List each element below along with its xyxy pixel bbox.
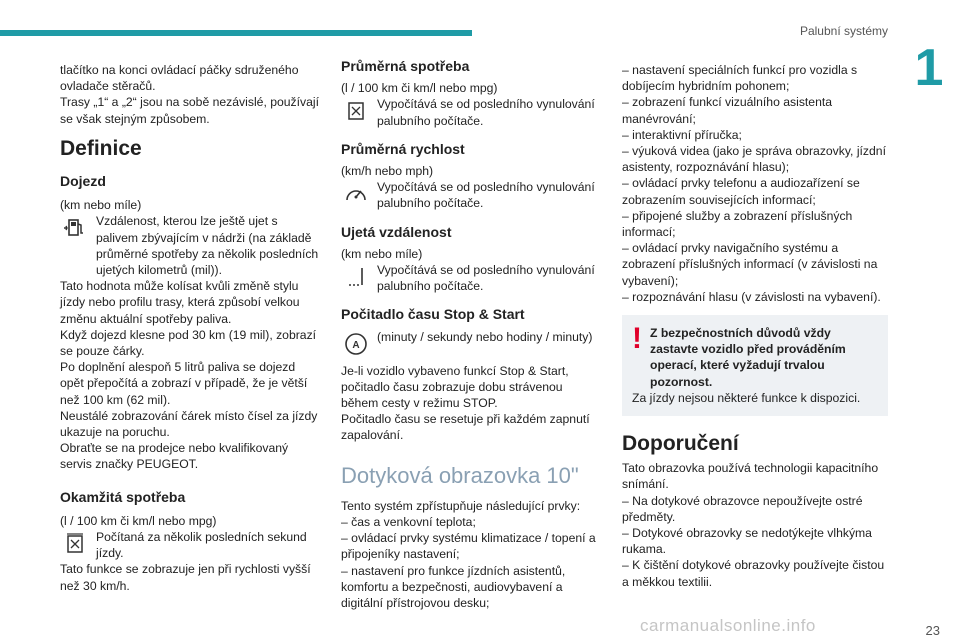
fuel-range-icon [60,213,90,243]
stopstart-p3: Počitadlo času se resetuje při každém zapnutí zapalování. [341,412,590,443]
ujeta-title: Ujetá vzdálenost [341,223,452,240]
okamzita-p2: Tato funkce se zobrazuje jen při rychlosti vyšší než 30 km/h. [60,562,311,593]
stop-start-icon [341,329,371,359]
prumerna-spotreba-title: Průměrná spotřeba [341,58,470,74]
touch-intro: Tento systém zpřístupňuje následující prvky: [341,498,581,513]
touch-item-1: – čas a venkovní teplota; [341,515,476,530]
stopstart-p2: Je-li vozidlo vybaveno funkcí Stop & Start, počitadlo času zobrazuje dobu strávenou během cesty v režimu STOP. [341,363,569,411]
column-2 [341,58,603,611]
ujeta-unit: (km nebo míle) [341,246,423,261]
section-header: Palubní systémy [799,24,888,38]
doporuceni-intro: Tato obrazovka používá technologii kapacitního snímání. [622,461,879,492]
warning-text: Za jízdy nejsou některé funkce k dispozici. [632,390,861,405]
definice-title: Definice [60,136,142,160]
intro-line-2: Trasy „1“ a „2“ jsou na sobě nezávislé, používají se však stejným způsobem. [60,95,319,126]
dojezd-p2: Tato hodnota může kolísat kvůli změně stylu jízdy nebo profilu trasy, která způsobí velkou změnu aktuální spotřeby paliva. [60,279,300,326]
prumerna-rychlost-unit: (km/h nebo mph) [341,164,434,179]
feature-item-6: – připojené služby a zobrazení příslušných informací; [622,208,853,240]
dojezd-title: Dojezd [60,173,106,190]
distance-icon [341,262,371,292]
prumerna-rychlost-text: Vypočítává se od posledního vynulování palubního počítače. [377,180,595,211]
chapter-number: 1 [898,38,960,98]
doporuceni-item-2: – Dotykové obrazovky se nedotýkejte vlhkýma rukama. [622,526,872,557]
dojezd-text: Vzdálenost, kterou lze ještě ujet s palivem zbývajícím v nádrži (na základě průměrné spotřeby za několik posledních ujetých kilometrů (mil)). [96,214,319,278]
column-3 [622,62,888,590]
feature-item-7: – ovládací prvky navigačního systému a zobrazení příslušných informací (v závislosti na vybavení); [622,241,878,288]
feature-item-8: – rozpoznávání hlasu (v závislosti na vybavení). [622,289,881,304]
dojezd-row [60,213,322,278]
touch-title: Dotyková obrazovka 10" [341,462,579,488]
warning-bold: Z bezpečnostních důvodů vždy zastavte vozidlo před prováděním operací, které vyžadují trvalou pozornost. [650,326,846,389]
feature-item-2: – zobrazení funkcí vizuálního asistenta manévrování; [622,95,833,126]
ujeta-text: Vypočítává se od posledního vynulování palubního počítače. [377,263,595,294]
warning-icon: ! [632,322,642,356]
feature-item-5: – ovládací prvky telefonu a audiozařízení se zobrazením souvisejících informací; [622,176,860,207]
svg-text:A: A [352,339,360,351]
page-number: 23 [925,623,940,638]
prumerna-rychlost-row [341,179,603,211]
touch-item-2: – ovládací prvky systému klimatizace / topení a připojeníky nastavení; [341,531,596,562]
stopstart-text: (minuty / sekundy nebo hodiny / minuty) [377,329,593,344]
watermark: carmanualsonline.info [640,616,816,635]
prumerna-rychlost-title: Průměrná rychlost [341,140,465,157]
dojezd-p6: Obraťte se na prodejce nebo kvalifikovaný servis značky PEUGEOT. [60,441,289,472]
average-consumption-icon [341,96,371,126]
okamzita-unit: (l / 100 km či km/l nebo mpg) [60,513,217,528]
touch-item-3: – nastavení pro funkce jízdních asistentů, komfortu a bezpečnosti, audiovybavení a digitální přístrojovou desku; [341,563,566,611]
okamzita-title: Okamžitá spotřeba [60,488,186,505]
intro-line-1: tlačítko na konci ovládací páčky sdruženého ovladače stěračů. [60,63,299,94]
doporuceni-item-1: – Na dotykové obrazovce nepoužívejte ostré předměty. [622,493,863,524]
header-accent-bar [0,30,472,36]
dojezd-p5: Neustálé zobrazování čárek místo čísel za jízdy ukazuje na poruchu. [60,408,318,440]
prumerna-spotreba-unit: (l / 100 km či km/l nebo mpg) [341,81,498,96]
warning-box [622,315,888,416]
speedometer-icon [341,179,371,209]
okamzita-text: Počítaná za několik posledních sekund jízdy. [96,530,307,561]
column-1 [60,62,322,594]
feature-item-4: – výuková videa (jako je správa obrazovky, jízdní asistenty, rozpoznávání hlasu); [622,144,886,175]
dojezd-p4: Po doplnění alespoň 5 litrů paliva se dojezd opět přepočítá a zobrazí v případě, že je větší než 100 km (62 mil). [60,360,308,407]
stopstart-title: Počitadlo času Stop & Start [341,306,525,323]
feature-item-3: – interaktivní příručka; [622,127,742,142]
ujeta-row [341,262,603,294]
doporuceni-item-3: – K čištění dotykové obrazovky používejte čistou a měkkou textilii. [622,558,885,589]
doporuceni-title: Doporučení [622,432,739,456]
okamzita-row [60,529,322,561]
prumerna-spotreba-text: Vypočítává se od posledního vynulování palubního počítače. [377,97,595,128]
prumerna-spotreba-row [341,96,603,128]
instant-consumption-icon [60,529,90,559]
dojezd-p3: Když dojezd klesne pod 30 km (19 mil), zobrazí se pouze čárky. [60,327,317,359]
dojezd-unit: (km nebo míle) [60,198,142,213]
stopstart-row [341,329,603,359]
feature-item-1: – nastavení speciálních funkcí pro vozidla s dobíjecím hybridním pohonem; [622,63,858,94]
